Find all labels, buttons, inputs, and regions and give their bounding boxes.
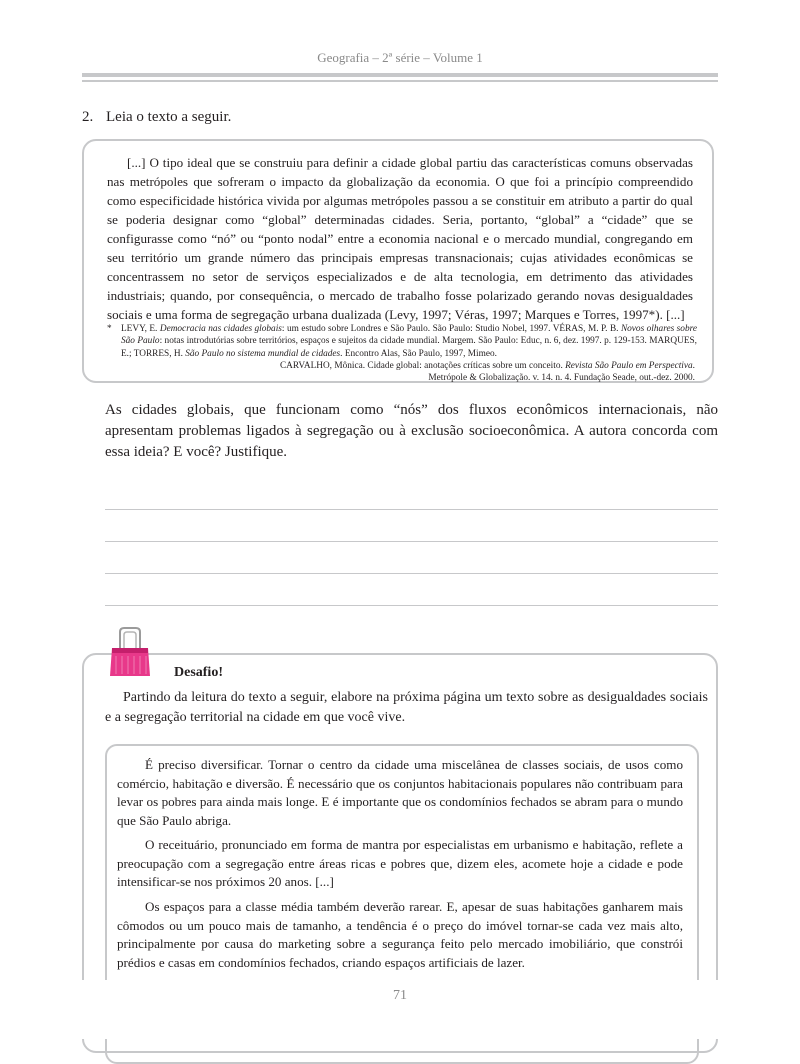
binder-clip-icon: [108, 626, 152, 680]
footnote-marker: *: [107, 324, 112, 334]
running-header: Geografia – 2ª série – Volume 1: [317, 50, 483, 65]
source-part-2: .: [692, 361, 695, 371]
source-journal: Revista São Paulo em Perspectiva: [565, 361, 693, 371]
quote-box: [82, 139, 714, 383]
question-instruction: Leia o texto a seguir.: [106, 109, 232, 125]
source-part-1: CARVALHO, Mônica. Cidade global: anotações críticas sobre um conceito.: [279, 361, 566, 371]
answer-line[interactable]: [105, 509, 718, 510]
desafio-title: Desafio!: [174, 665, 223, 680]
desafio-paragraph-2: O receituário, pronunciado em forma de mantra por especialistas em urbanismo e habitação, reflete a preocupação com a segregação entre áreas ricas e pobres que, dizem eles, acomete hoje a cidade e pode intensificar-se nos próximos 20 anos. [...]: [117, 837, 683, 889]
header-rule-thin: [82, 80, 718, 82]
footnote-title-3: São Paulo no sistema mundial de cidades: [185, 348, 341, 359]
question-prompt: As cidades globais, que funcionam como “nós” dos fluxos econômicos internacionais, não apresentam problemas ligados à segregação ou à exclusão socioeconômica. A autora concorda com essa ideia? E você? Justifique.: [105, 402, 718, 460]
footnote-title-1: Democracia nas cidades globais: [159, 324, 282, 334]
footnote-part-3: : notas introdutórias sobre territórios, espaços e sujeitos da cidade mundial. Margem. São Paulo: Educ, n. 6, dez. 1997. p. 129-153. MARQUES, E.; TORRES, H.: [121, 336, 697, 359]
header-rule-thick: [82, 73, 718, 77]
question-heading: [82, 109, 231, 126]
desafio-intro: Partindo da leitura do texto a seguir, elabore na próxima página um texto sobre as desigualdades sociais e a segregação territorial na cidade em que você vive.: [105, 690, 708, 725]
footnote-title-2: Novos olhares sobre São Paulo: [121, 324, 697, 347]
page-number-text: 71: [385, 988, 415, 1003]
question-number: 2.: [82, 109, 94, 125]
desafio-paragraph-1: É preciso diversificar. Tornar o centro da cidade uma miscelânea de classes sociais, de usos como comércio, habitação e diversão. É necessário que os conjuntos habitacionais populares não contribuam para levar os pobres para ainda mais longe. E é importante que os condomínios fechados se abram para o mundo que São Paulo abriga.: [117, 757, 683, 828]
answer-line[interactable]: [105, 573, 718, 574]
source-citation: [175, 360, 695, 385]
source-line-2: Metrópole & Globalização. v. 14. n. 4. Fundação Seade, out.-dez. 2000.: [428, 373, 695, 384]
page-number: [0, 988, 800, 1004]
answer-line[interactable]: [105, 541, 718, 542]
footnote-text: [121, 323, 697, 360]
footnote-part-2: : um estudo sobre Londres e São Paulo. São Paulo: Studio Nobel, 1997. VÉRAS, M. P. B.: [281, 324, 621, 334]
answer-line[interactable]: [105, 605, 718, 606]
quote-text: [...] O tipo ideal que se construiu para definir a cidade global partiu das características comuns observadas nas metrópoles que sofreram o impacto da globalização da economia. O que foi a princípio compreendido como especificidade histórica vivida por algumas metrópoles passou a se constituir em atributo a partir do qual se poderia designar como “global” determinadas cidades. Seria, portanto, “global” a “cidade” que se configurasse como “nó” ou “ponto nodal” entre a economia nacional e o mercado mundial, congregando em seu território um grande número das principais empresas transnacionais; cujas atividades econômicas se concentrassem no setor de serviços especializados e de alta tecnologia, em detrimento das atividades industriais; quando, por consequência, o mercado de trabalho fosse polarizado gerando novas desigualdades sociais e uma forma de segregação urbana dualizada (Levy, 1997; Véras, 1997; Marques e Torres, 1997*). [...]: [107, 155, 693, 322]
desafio-paragraph-3: Os espaços para a classe média também deverão rarear. E, apesar de suas habitações ganharem mais cômodos ou um pouco mais de tamanho, a tendência é o preço do imóvel tornar-se cada vez mais alto, principalmente por causa do marketing sobre a segurança feito pelo mercado imobiliário, que constrói prédios e casas em condomínios fechados, criando espaços artificiais de lazer.: [117, 899, 683, 970]
footnote-part-4: . Encontro Alas, São Paulo, 1997, Mimeo.: [340, 348, 497, 359]
footnote: [107, 323, 697, 360]
footnote-part-1: LEVY, E.: [121, 324, 160, 334]
